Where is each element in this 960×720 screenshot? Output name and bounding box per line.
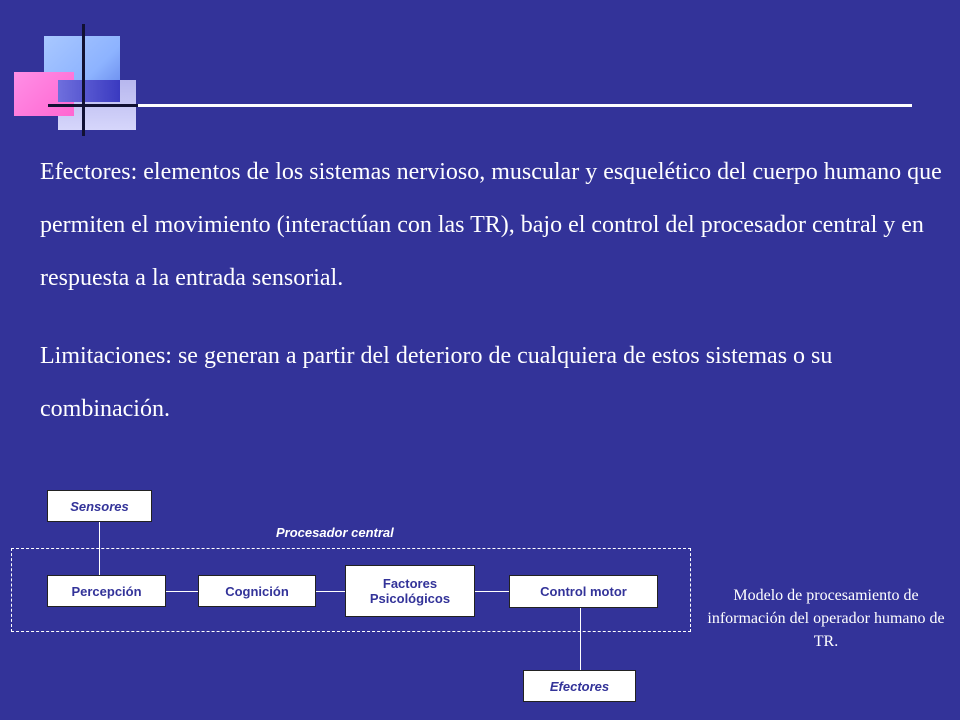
node-control-motor: Control motor <box>509 575 658 608</box>
node-sensores: Sensores <box>47 490 152 522</box>
node-factores-line1: Factores <box>382 576 438 591</box>
node-factores-psicologicos <box>345 565 475 617</box>
diagram-caption: Modelo de procesamiento de información del operador humano de TR. <box>707 587 945 650</box>
paragraph-limitaciones: Limitaciones: se generan a partir del deterioro de cualquiera de estos sistemas o su combinación. <box>40 343 833 422</box>
node-factores-line2: Psicológicos <box>369 591 451 606</box>
header-vertical-rule <box>82 24 85 136</box>
header-rule-dark-segment <box>48 104 138 107</box>
node-cognicion: Cognición <box>198 575 316 607</box>
node-efectores: Efectores <box>523 670 636 702</box>
header-rule <box>48 104 912 107</box>
node-percepcion: Percepción <box>47 575 166 607</box>
decorative-overlap <box>58 80 120 102</box>
procesador-central-label: Procesador central <box>276 525 394 540</box>
paragraph-efectores: Efectores: elementos de los sistemas nervioso, muscular y esquelético del cuerpo humano que permiten el movimiento (interactúan con las TR), bajo el control del procesador central y en respuesta a la entrada sensorial. <box>40 159 942 291</box>
